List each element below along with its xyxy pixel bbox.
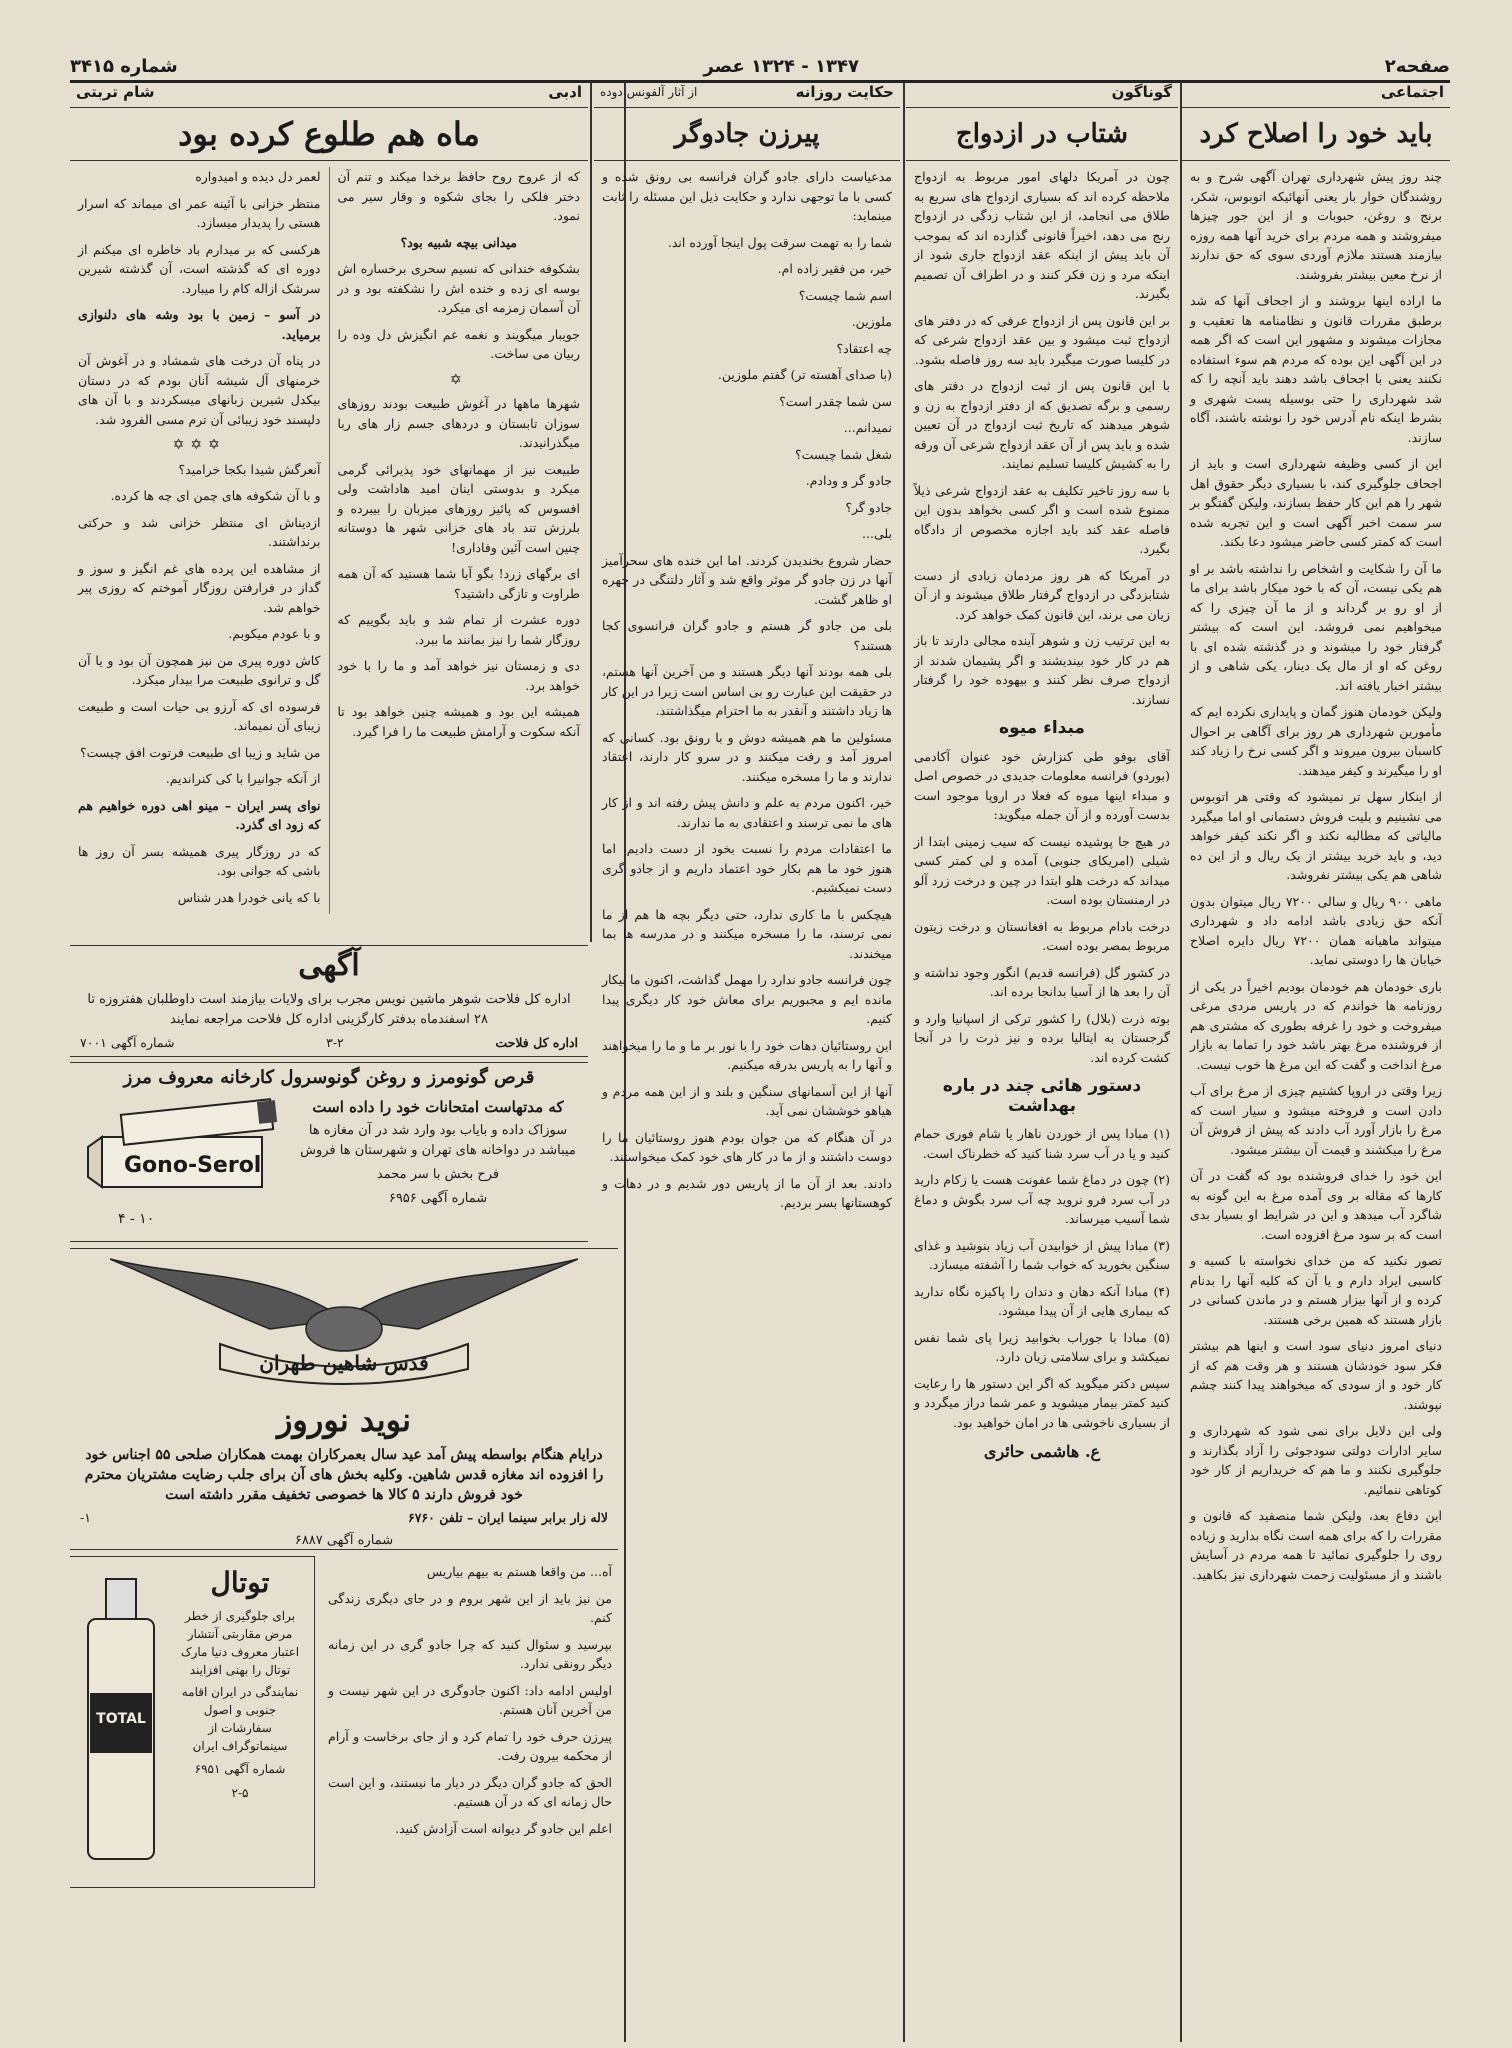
paragraph: دادند. بعد از آن ما از پاریس دور شدیم و در دهات و کوهستانها بسر بردیم. xyxy=(602,1175,892,1210)
paragraph: از مشاهده این پرده های غم انگیز و سوز و گداز در فرارفتن روزگار آموختم که روزی پیر خواهم شد. xyxy=(78,560,321,615)
paragraph: هرکسی که بر میدارم باد خاطره ای میکنم از دوره ای که گذشته است، آن گذشته شیرین سرشک ازاله کام را میبارد. xyxy=(78,241,321,296)
paragraph: باری خودمان هم خودمان بودیم اخیراً در یکی از روزنامه ها خواندم که در پاریس مردی مرغی میفروخت و خود را غرفه بطوری که مشتری هم از فروشنده مرغ بهتر باشد خود را تماما به بازار مرغ انداخت و گفت که این مرغ ها خوب نیست. xyxy=(1190,978,1442,1072)
total-bottle-illustration xyxy=(76,1573,166,1873)
paragraph: تصور نکنید که من خدای نخواسته با کسیه و کاسبی ایراد دارم و یا آن که کلیه آنها را بدنام کرده و از آنها بیزار هستم و در ماندن کسانی در بازار هستند که همین برخی هستند. xyxy=(1190,1253,1442,1327)
ad-text: درایام هنگام بواسطه پیش آمد عید سال بعمرکاران بهمت همکاران صلحی ۵۵ اجناس خود را افزوده اند مغازه قدس شاهین. وکلیه بخش های آن برای جلب رضایت مشتریان محترم خود فروش دارند ۵ کالا ها خصوصی تخفیف مقرر داشته است xyxy=(84,1447,604,1503)
column-miscellaneous xyxy=(906,82,1178,2042)
ad-notice-agriculture xyxy=(70,945,588,1057)
section-label: اجتماعی xyxy=(1380,83,1444,102)
paragraph: ای برگهای زرد! بگو آیا شما هستید که آن همه طراوت و تازگی داشتید؟ xyxy=(337,566,580,601)
paragraph: (۳) مبادا پیش از خوابیدن آب زیاد بنوشید و غذای سنگین بخورید که خواب شما را آشفته میسازد. xyxy=(914,1237,1170,1272)
logo-text: قدس شاهین طهران xyxy=(259,1351,429,1375)
column-daily-story-continued xyxy=(320,1562,620,2032)
paragraph: مسئولین ما هم همیشه دوش و با رونق بود. کسانی که امروز آمد و رفت میکنند و در سرو کار دارند، اعتقاد ندارند و ما را مسخره میکنند. xyxy=(602,729,892,784)
column-header xyxy=(906,82,1178,108)
paragraph: (۴) مبادا آنکه دهان و دندان را پاکیزه نگاه ندارید که بیماری هایی از آن پیدا میشود. xyxy=(914,1283,1170,1318)
paragraph: این روستائیان دهات خود را با نور بر ما و ما را میخواهند و آنها را به پاریس بدرقه میکنیم. xyxy=(602,1037,892,1072)
paragraph: (۲) چون در دماغ شما عفونت هست یا زکام دارید در آب سرد فرو نروید چه آب سرد بگوش و دماغ شما آسیب میرساند. xyxy=(914,1172,1170,1226)
dialogue-line: جادو گر؟ xyxy=(845,499,892,515)
paragraph: از آنکه جوانیرا با کی کنراندیم. xyxy=(165,771,321,786)
dialogue-line: چه اعتقاد؟ xyxy=(836,340,892,356)
ad-reference xyxy=(80,1034,578,1052)
verse-line: میدانی بیچه شبیه بود؟ xyxy=(400,234,517,250)
dialogue-line: ملوزین. xyxy=(851,314,892,329)
paragraph: کاش دوره پیری من نیز همچون آن بود و یا آن گل و ترانوی طبیعت مرا بیدار میکرد. xyxy=(78,652,321,687)
paragraph: دنیای امروز دنیای سود است و اینها هم بیشتر فکر سود خودشان هستند و هر وقت هم که از کار خود و از سودی که میخواهند پیدا کنند چشم نپوشند. xyxy=(1190,1338,1442,1412)
ad-ghods-shahin xyxy=(70,1248,618,1550)
ad-index: ۱۰ - ۴ xyxy=(118,1211,155,1227)
paragraph: این از کسی وظیفه شهرداری است و باید از اجحاف جلوگیری کند، با بسیاری دیگر حقوق اهل شهر را هم این کار حفظ بسازند، ولیکن گفتگو بر سر سمت اخبر آگهی است و این تجربه شده است که کمتر کسی حاضر میشود دعا بکند. xyxy=(1190,456,1442,549)
column-social xyxy=(1182,82,1450,2042)
article-title: شتاب در ازدواج xyxy=(906,108,1178,161)
paragraph: این دفاع بعد، ولیکن شما منصفید که قانون و مقررات را که برای همه است نگاه بدارید و زیاده روی را جلوگیری نمائید تا همه مردم در آسایش باشند و از مسئولیت زحمت شهرداری نیز بکاهید. xyxy=(1190,1508,1442,1582)
paragraph: من نیز باید از این شهر بروم و در جای دیگری زندگی کنم. xyxy=(328,1590,612,1625)
literary-subcolumn-right xyxy=(329,167,589,914)
paragraph: آنعرگش شیدا بکجا خرامید؟ xyxy=(178,461,321,477)
ad-text: برای جلوگیری از خطر مرض مقاربتی آنتشار اعتبار معروف دنیا مارک توتال را بهنی افزایند xyxy=(180,1609,300,1677)
paragraph: آنها از این آسمانهای سنگین و بلند و از این همه مردم و هیاهو خوششان نمی آید. xyxy=(602,1083,892,1118)
paragraph: از اینکار سهل تر نمیشود که وقتی هر اتوبوس می نشینیم و بلیت فروش دستمانی او اما میگیرد مالیاتی که مطالبه نکند و اگر نکند کیفر خواهد دید، و باید خرید بیشتر از یک ریال و از این ده شاهی هم یکی بیشتر نفروشد. xyxy=(1190,789,1442,882)
verse-line: نوای پسر ایران – مینو اهی دوره خواهیم هم که زود ای گذرد. xyxy=(78,797,321,832)
product-tube-illustration xyxy=(78,1093,288,1233)
paragraph: فرسوده ای که آرزو بی حیات است و طبیعت زیبای آن نمیماند. xyxy=(78,698,321,733)
eagle-icon xyxy=(70,1249,618,1399)
dialogue-line: نمیدانم... xyxy=(843,420,892,435)
dialogue-line: شغل شما چیست؟ xyxy=(795,446,892,462)
paragraph: ما اراده اینها بروشند و از اجحاف آنها که شد برطبق مقررات قانون و نظامنامه ها تعقیب و مجازات میشوند و مشهور این است که اگر همه در این آگهی این بوده که مردم هم سوء استفاده نکنند یعنی با اجحاف باشد دهند باید آنچه را که شد شهرداری را حتی بوسیله پست شهری و بشرط اینکه نام آدرس خود را نوشته باشند، آگاه سازند. xyxy=(1190,293,1442,445)
issue-number: شماره ۳۴۱۵ xyxy=(70,55,178,77)
dialogue-line: جادو گر و ودادم. xyxy=(805,473,892,488)
paragraph: حضار شروع بخندیدن کردند. اما این خنده های سحرآمیز آنها در زن جادو گر موثر واقع شد و آثار دلتنگی در چهره او ظاهر گشت. xyxy=(602,552,892,607)
paragraph: در آمریکا که هر روز مردمان زیادی از دست شتابزدگی در ازدواج گرفتار طلاق میشوند و از آن زیان می برند، این قانون کمک خواهد کرد. xyxy=(914,567,1170,622)
dialogue-line: (با صدای آهسته تر) گفتم ملوزین. xyxy=(717,367,892,382)
ad-number: شماره آگهی ۶۹۵۶ xyxy=(388,1191,488,1206)
paragraph: (۵) مبادا با جوراب بخوابید زیرا پای شما نفس نمیکشد و برای سلامتی زیان دارد. xyxy=(914,1329,1170,1364)
medicine-tube-icon xyxy=(82,1097,282,1207)
paragraph: این خود را خدای فروشنده بود که گفت در آن کارها که مقاله بر وی آمده مرغ به این گونه به شاگرد آب میدهد و این در شرایط او بسیار بدی است که بر سود مرغ افزوده است. xyxy=(1190,1168,1442,1242)
paragraph: که از عروج روح حافظ برخدا میکند و تنم آن دختر فلکی را بجای شکوه و وقار سیر می نمود. xyxy=(337,169,580,223)
paragraph: آه... من واقعا هستم به بیهم بیاریس xyxy=(426,1564,612,1579)
paragraph: ازدیناش ای منتظر خزانی شد و حرکتی برنداشتند. xyxy=(78,514,321,549)
paragraph: ما آن را شکایت و اشخاص را نداشته باشد بر او هم یکی نیست، آن که با خود میکار باشد برای ما از او رو بر گرداند و از ما آن چیزی را که میخواهیم نمی فروشد. این است که بیشتر گرفتار خود را میشوند و در گذشته شده ای با روغن که او از مال یک دینار، یکی شاهی و از بیشتر اخبار یافته اند. xyxy=(1190,560,1442,693)
ad-office: اداره کل فلاحت xyxy=(495,1035,578,1050)
paragraph: من شاید و زیبا ای طبیعت فرتوت افق چیست؟ xyxy=(79,744,321,760)
ad-index: ۳-۲ xyxy=(326,1035,344,1050)
paragraph: پیرزن حرف خود را تمام کرد و از جای برخاست و آرام از محکمه بیرون رفت. xyxy=(328,1728,612,1763)
article-title: ماه هم طلوع کرده بود xyxy=(70,108,588,161)
paragraph: در آن هنگام که من جوان بودم هنوز روستائیان ما را دوست داشتند و از ما در کار های خود کمک میخواستند. xyxy=(602,1129,892,1164)
paragraph: طبیعت نیز از مهمانهای خود پذیرائی گرمی میکرد و بدوستی اینان امید هاداشت ولی افسوس که پائیز روزهای میزبان را بیبرده و بلرزش تند باد های خزانی شهر ها دوستانه چنین است آئین وفاداری! xyxy=(337,461,580,555)
column-rule xyxy=(903,82,905,2042)
paragraph: چند روز پیش شهرداری تهران آگهی شرح و به روشندگان خوار بار یعنی آنهائیکه اتوبوس، شکر، برنج و روغن، حبوبات و از این جور چیزها میفروشند و همه مردم برای خرید آنها همه روزه بیازمند هستند ملازم آوردی سوی که حق ندارند از نرخ معین بیشتر بفروشند. xyxy=(1190,169,1442,282)
section-label: گوناگون xyxy=(1111,83,1172,102)
ad-text: اداره کل فلاحت شوهر ماشین نویس مجرب برای ولایات بیازمند است داوطلبان هفتروزه تا ۲۸ اسفندماه بدفتر کارگزینی اداره کل فلاحت مراجعه نمایند xyxy=(87,992,571,1027)
paragraph: ما اعتقادات مردم را نسبت بخود از دست دادیم، اما هنوز خود ما هم بکار خود اعتماد داریم و از جادو گری دست نمیکشیم. xyxy=(602,841,892,895)
author-label: شام تربتی xyxy=(76,83,155,102)
section-sublabel: از آثار آلفونس دوده xyxy=(600,85,698,100)
ad-title: قرص گونومرز و روغن گونوسرول کارخانه معروف مرز xyxy=(123,1067,535,1088)
ad-number: شماره آگهی ۶۹۵۱ xyxy=(194,1762,286,1776)
paragraph: الحق که جادو گران دیگر در دیار ما نیستند، و این است حال زمانه ای که در آن هستیم. xyxy=(328,1774,612,1809)
paragraph: و با عودم میکوبم. xyxy=(228,626,321,641)
article-subtitle: دستور هائی چند در باره بهداشت xyxy=(942,1076,1142,1116)
ad-text: سوزاک داده و بایاب بود وارد شد در آن مغازه ها میباشد در دواخانه های تهران و شهرستان ها فروش xyxy=(300,1123,576,1158)
paragraph: خیر، اکنون مردم به علم و دانش پیش رفته اند و از کار های ما نمی ترسند و اعتقادی به ما ندارند. xyxy=(602,795,892,830)
paragraph: منتظر خزانی با آئینه عمر ای میماند که اسرار هستی را پدیدار میسازد. xyxy=(78,195,321,230)
paragraph: اولیس ادامه داد: اکنون جادوگری در این شهر نیست و من آخرین آنان هستم. xyxy=(328,1682,612,1717)
page-number: صفحه۲ xyxy=(1384,55,1450,77)
ad-address: لاله زار برابر سینما ایران – تلفن ۶۷۶۰ xyxy=(408,1510,608,1525)
paragraph: مدعیاست دارای جادو گران فرانسه بی رونق شده و کسی با ما توجهی ندارد و حکایت ذیل این مسئله را ثابت مینماید: xyxy=(602,169,892,223)
paragraph: زیرا وقتی در اروپا کشتیم چیزی از مرغ برای آب دادن است و فروخته میشود و سیار است که مرغ را بازار آورد آب دادند که پیش از فروش آن مرغ را میکشند و قیمت آن بیشتر میشود. xyxy=(1190,1083,1442,1157)
column-header xyxy=(70,82,588,108)
column-literary xyxy=(70,82,588,942)
paragraph: ولی این دلایل برای نمی شود که شهرداری و سایر ادارات دولتی سودجوئی را آزاد بگذارند و جلوگیری نکنند و ما هم که خریداریم از کار خود کوتاهی ننمائیم. xyxy=(1190,1423,1442,1497)
paragraph: همیشه این بود و همیشه چنین خواهد بود تا آنکه سکوت و آرامش طبیعت ما را فرا گیرد. xyxy=(337,704,580,739)
dialogue-line: بلی... xyxy=(862,526,892,541)
issue-date: ۱۳۴۷ - ۱۳۲۴ عصر xyxy=(703,55,859,77)
paragraph: بپرسید و سئوال کنید که چرا جادو گری در این زمانه دیگر رونقی ندارد. xyxy=(328,1636,612,1671)
paragraph: سپس دکتر میگوید که اگر این دستور ها را رعایت کنید کمتر بیمار میشوید و عمر شما دراز میگردد و از بسیاری ناخوشی ها در امان خواهید بود. xyxy=(914,1375,1170,1430)
paragraph: هیچکس با ما کاری ندارد، حتی دیگر بچه ها هم از ما نمی ترسند، ما را مسخره میکنند و در مدرسه ها بما میخندند. xyxy=(602,906,892,961)
paragraph: با سه روز تاخیر تکلیف به عقد ازدواج شرعی ذیلاً ممنوع شده است و اگر کسی بخواهد بدون این فاصله عقد کند باید اجازه مخصوص از دادگاه بگیرد. xyxy=(914,482,1170,556)
paragraph: آقای بوفو طی کنزارش خود عنوان آکادمی (بوردو) فرانسه معلومات جدیدی در خصوص اصل و مبداء اینها میوه که فعلا در اروپا موجود است بدست آورده و از آن جمله میگوید: xyxy=(914,748,1170,822)
paragraph: با که یانی خودرا هدر شناس xyxy=(177,889,321,905)
paragraph: بلی من جادو گر هستم و جادو گران فرانسوی کجا هستند؟ xyxy=(602,618,892,653)
paragraph: لعمر دل دیده و امیدواره xyxy=(195,169,321,184)
paragraph: به این ترتیب زن و شوهر آینده مجالی دارند تا باز هم در کار خود بیندیشند و اگر پشیمان شدند از ازدواج صرف نظر کنند و بیهوده خود را گرفتار نسازند. xyxy=(914,633,1170,707)
paragraph: و با آن شکوفه های چمن ای چه ها کرده. xyxy=(110,488,321,503)
paragraph: در پناه آن درخت های شمشاد و در آغوش آن خرمنهای آل شیشه آنان بودم که در دستان بیکدل شیرین زبانهای میسکردند و با آن های دلپسند خود زیبائی آن ترم مسی الفرود شد. xyxy=(78,353,321,427)
ad-text: نمایندگی در ایران اقامه جنوبی و اصول سفارشات از سینماتوگراف ایران xyxy=(181,1685,299,1753)
paragraph: در کشور گل (فرانسه قدیم) انگور وجود نداشته و آن را بعد ها از آسیا بدانجا برده اند. xyxy=(914,964,1170,999)
verse-line: در آسو – زمین با بود وشه های دلنوازی برمیاید. xyxy=(78,307,321,342)
ad-title: نوید نوروز xyxy=(276,1401,412,1439)
section-label: ادبی xyxy=(548,83,582,102)
section-label: حکایت روزانه xyxy=(795,83,894,102)
paragraph: بوته ذرت (بلال) را کشور ترکی از اسپانیا وارد و گرجستان به ایتالیا برده و نیز ذرت را در آنجا کشت کرده اند. xyxy=(914,1010,1170,1065)
paragraph: بلی همه بودند آنها دیگر هستند و من آخرین آنها هستم، در حقیقت این عبارت رو بی اساس است زیرا در این کار ها زیاد داشتند و آنقدر به ما احترام میگذاشتند. xyxy=(602,664,892,718)
ad-text: فرح بخش با سر محمد xyxy=(376,1167,500,1182)
paragraph: جویبار میگویند و نغمه عم انگیزش دل وده را ربیان می ساخت. xyxy=(337,326,580,361)
dialogue-line: اسم شما چیست؟ xyxy=(798,287,892,303)
paragraph: با این قانون پس از ثبت ازدواج در دفتر های رسمی و برگه تصدیق که از دفتر ازدواج به زن و شوهر میدهند که تاریخ ثبت ازدواج در آن تعیین شده و باید پس از آن عقد ازدواج شرعی آن ورقه را به کشیش کلیسا تسلیم نمایند. xyxy=(914,378,1170,471)
column-rule xyxy=(590,82,592,942)
article-title: پیرزن جادوگر xyxy=(594,108,900,161)
paragraph: دی و زمستان نیز خواهد آمد و ما را با خود خواهد برد. xyxy=(337,658,580,693)
paragraph: (۱) مبادا پس از خوردن ناهار یا شام فوری حمام کنید و یا در آب سرد شنا کنید که خطرناک است. xyxy=(914,1126,1170,1161)
dialogue-line: شما را به تهمت سرقت پول اینجا آورده اند. xyxy=(667,234,892,250)
ad-subtitle: که مدتهاست امتحانات خود را داده است xyxy=(312,1098,564,1116)
column-daily-story xyxy=(594,82,900,2042)
ad-index: ۱- xyxy=(80,1510,91,1525)
paragraph: درخت بادام مربوط به افغانستان و درخت زیتون مربوط بمصر بوده است. xyxy=(914,918,1170,953)
paragraph: دوره عشرت از تمام شد و باید بگوییم که روزگار شما را نیز بمانند ما ببرد. xyxy=(337,612,580,647)
eagle-logo xyxy=(70,1249,618,1399)
star-ornament: ✡✡✡ xyxy=(172,437,226,453)
paragraph: ماهی ۹۰۰ ریال و سالی ۷۲۰۰ ریال میتوان بدون آنکه حق زیادی باشد ادامه داد و شهرداری میتواند ماهیانه همان ۷۲۰۰ ریال دایره اصلاح خیابان ها را دوستی نماید. xyxy=(1190,893,1442,967)
ad-reference xyxy=(80,1509,608,1527)
column-header xyxy=(594,82,900,108)
total-text-block xyxy=(170,1563,310,1807)
product-label: Gono-Serol xyxy=(124,1153,262,1178)
ad-number: شماره آگهی ۷۰۰۱ xyxy=(80,1035,175,1050)
dialogue-line: سن شما چقدر است؟ xyxy=(779,393,892,409)
paragraph: شهرها ماهها در آغوش طبیعت بودند روزهای سوزان تابستان و دردهای جسم زار های ربا میگذرانیدند. xyxy=(337,396,580,450)
paragraph: که در روزگار پیری همیشه بسر آن روز ها باشی که جوانی بود. xyxy=(78,843,321,878)
ad-total xyxy=(70,1556,315,1888)
literary-subcolumn-left xyxy=(70,167,329,914)
ad-title: آگهی xyxy=(298,948,360,983)
paragraph: بشکوفه خندانی که نسیم سحری برخساره اش بوسه ای زده و خنده اش را نشکفته بود و در آن آسمان زمزمه ای میکرد. xyxy=(337,261,580,315)
paragraph: چون در آمریکا دلهای امور مربوط به ازدواج ملاحظه کرده اند که بسیاری ازدواج های سریع به طلاق می انجامد، از این شتاب زدگی در ازدواج رنج می دهد، اخیراً قانونی گذارده اند که بموجب آن باید پیش از اینکه عقد ازدواج جاری شود از اینکه مرد و زن فکر کنند و در اطراف آن تصمیم بگیرند. xyxy=(914,169,1170,301)
paragraph: در هیچ جا پوشیده نیست که سیب زمینی ابتدا از شیلی (امریکای جنوبی) آمده و لی کمتر کسی میداند که درخت هلو ابتدا در چین و درخت زرد آلو در ارمنستان بوده است. xyxy=(914,833,1170,907)
article-title: باید خود را اصلاح کرد xyxy=(1182,108,1450,161)
dialogue-line: خیر، من فقیر زاده ام. xyxy=(777,261,892,276)
ad-gono-serol xyxy=(70,1062,588,1242)
product-label: TOTAL xyxy=(96,1711,146,1727)
star-ornament: ✡ xyxy=(449,371,468,388)
column-header xyxy=(1182,82,1450,108)
paragraph: چون فرانسه جادو ندارد را مهمل گذاشت، اکنون ما بیکار مانده ایم و مجبوریم برای معاش خود کار دیگری پیدا کنیم. xyxy=(602,972,892,1026)
author-signature: ع. هاشمی حائری xyxy=(983,1442,1101,1461)
ad-number: شماره آگهی ۶۸۸۷ xyxy=(294,1533,394,1548)
paragraph: ولیکن خودمان هنوز گمان و پایداری نکرده ایم که مأمورین شهرداری هر روز برای آگاهی بر احوال کاسبان بیرون میروند و اگر کسی نرخ را زیاد کند او را میگیرند و کیفر میدهند. xyxy=(1190,704,1442,778)
article-subtitle: مبداء میوه xyxy=(999,718,1085,738)
paragraph: اعلم این جادو گر دیوانه است آزادش کنید. xyxy=(395,1820,612,1836)
ad-index: ۲-۵ xyxy=(231,1786,249,1800)
ad-title: توتال xyxy=(210,1566,270,1599)
paragraph: بر این قانون پس از ازدواج عرفی که در دفتر های ازدواج ثبت میشود و بین عقد ازدواج شرعی که در کلیسا صورت میگیرد باید سه روز فاصله بشود. xyxy=(914,312,1170,367)
masthead xyxy=(70,52,1450,83)
